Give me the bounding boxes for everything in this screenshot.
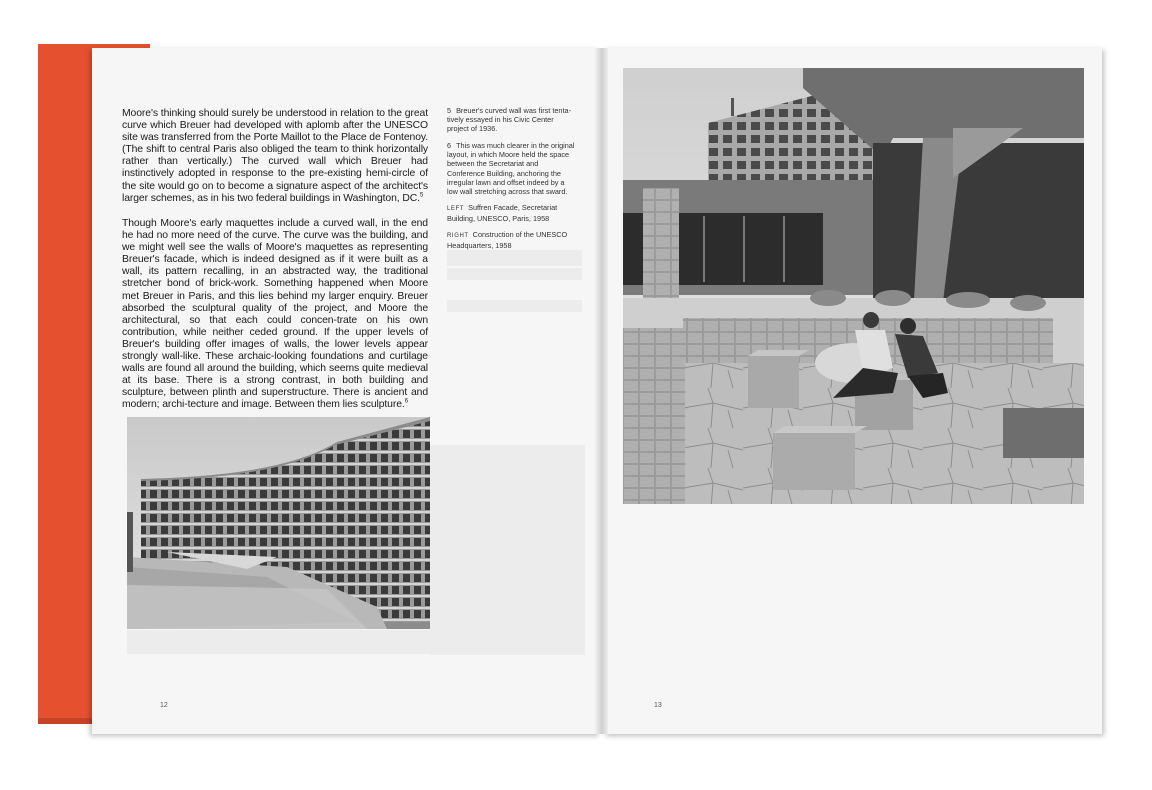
page-number-left: 12 [160, 702, 168, 709]
page-number-right: 13 [654, 702, 662, 709]
footnote-6 [447, 141, 577, 196]
caption-tag: LEFT [447, 206, 465, 212]
paragraph-text: Moore's thinking should surely be understood in relation to the great curve which Breuer had developed with aplomb after the UNESCO site was transferred from the Porte Maillot to the Place de Fontenoy. (The shift to central Paris also obliged the team to think horizontally rather than vertically.) The curved wall which Breuer had instinctively adopted in response to the pre-existing hemi-circle of the site would go on to become a signature aspect of the architect's larger schemes, as in his two federal buildings in Washington, DC. [122, 108, 428, 204]
show-through-block [447, 250, 582, 266]
footnote-number: 5 [447, 106, 452, 115]
caption-tag: RIGHT [447, 233, 469, 239]
show-through-block [430, 445, 585, 655]
photo-suffren-facade [623, 68, 1084, 504]
footnote-text: Breuer's curved wall was first tenta-tively essayed in his Civic Center project of 1936. [447, 106, 572, 134]
book-spine [594, 48, 608, 734]
caption-text: Suffren Facade, Secretariat Building, UNESCO, Paris, 1958 [447, 203, 558, 224]
caption-left [447, 203, 577, 223]
show-through-block [127, 630, 430, 654]
caption-right [447, 230, 577, 250]
paragraph-text: Though Moore's early maquettes include a curved wall, in the end he had no more need of the curve. The curve was the building, and we might well see the walls of Moore's maquettes as representing Breuer's facade, which is indeed designed as if it were built as a wall, its pattern recalling, in an abstracted way, the traditional stretcher bond of brick-work. Something happened when Moore met Breuer in Paris, and this lies behind my larger enquiry. Breuer absorbed the sculptural quality of the project, and Moore the architectural, so that each could concen-trate on his own contribution, while neither ceded ground. If the upper levels of Breuer's building offer images of walls, the lower levels appear strongly wall-like. These archaic-looking foundations and curtilage walls are found all around the building, which seems quite medieval at its base. There is a strong contrast, in both building and sculpture, between plinth and superstructure. There is ancient and modern; archi-tecture and image. Between them lies sculpture. [122, 218, 428, 411]
footnote-ref: 5 [419, 192, 424, 199]
show-through-block [447, 268, 582, 280]
photo-unesco-construction [127, 417, 430, 629]
show-through-block [447, 300, 582, 312]
footnote-text: This was much clearer in the original layout, in which Moore held the space between the Secretariat and Conference Building, anchoring the irregular lawn and offset indeed by a low wall stretching across that sward. [447, 141, 575, 197]
footnote-5 [447, 106, 577, 134]
footnote-ref: 6 [404, 398, 408, 405]
body-paragraph-2 [122, 218, 428, 412]
footnote-number: 6 [447, 141, 452, 150]
body-paragraph-1 [122, 108, 428, 205]
caption-text: Construction of the UNESCO Headquarters, 1958 [447, 230, 568, 251]
